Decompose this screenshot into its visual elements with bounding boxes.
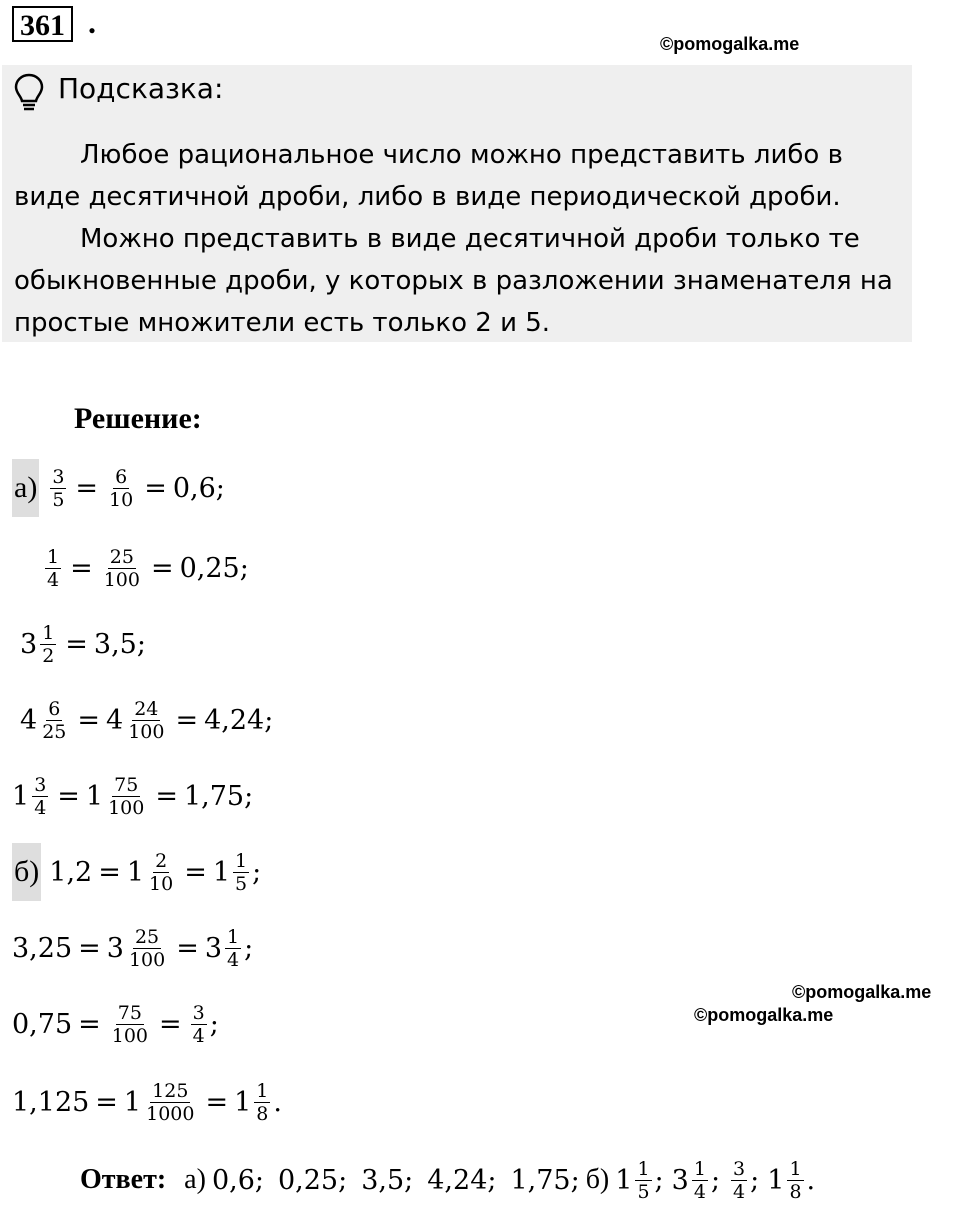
fraction: $\frac{1}{4}$ xyxy=(227,925,240,971)
hint-paragraph-2: Можно представить в виде десятичной дроби только те обыкновенные дроби, у которых в разложении знаменателя на простые множители есть только 2 и 5. xyxy=(14,224,893,338)
fraction: $\frac{24}{100}$ xyxy=(128,697,165,743)
hint-title: Подсказка: xyxy=(58,72,224,105)
fraction: $\frac{25}{100}$ xyxy=(128,925,166,971)
fraction: $\frac{6}{25}$ xyxy=(42,697,67,743)
hint-text xyxy=(14,134,904,344)
fraction: $\frac{2}{10}$ xyxy=(149,849,174,895)
fraction: $\frac{75}{100}$ xyxy=(111,1001,149,1047)
solution-title: Решение: xyxy=(74,402,202,435)
fraction: $\frac{6}{10}$ xyxy=(109,465,134,511)
task-number: 361 xyxy=(12,6,73,42)
lightbulb-icon xyxy=(12,72,46,112)
fraction: $\frac{75}{100}$ xyxy=(108,773,145,819)
answer-label: Ответ: xyxy=(80,1164,167,1195)
fraction: $\frac{3}{4}$ xyxy=(733,1157,746,1203)
solution-line-a3: 3 $\frac{1}{2}$ = 3,5; xyxy=(20,621,146,667)
solution-line-b1: б) 1,2 = 1 $\frac{2}{10}$ = 1 $\frac{1}{5}$ ; xyxy=(12,842,261,902)
hint-paragraph-1: Любое рациональное число можно представить либо в виде десятичной дроби, либо в виде периодической дроби. xyxy=(14,140,843,212)
fraction: $\frac{1}{5}$ xyxy=(637,1157,650,1203)
fraction: $\frac{1}{5}$ xyxy=(235,849,248,895)
result: 0,25; xyxy=(179,552,249,584)
solution-line-b3: 0,75 = $\frac{75}{100}$ = $\frac{3}{4}$ ; xyxy=(12,1001,219,1047)
fraction: $\frac{1}{4}$ xyxy=(693,1157,706,1203)
result: 1,75; xyxy=(183,780,254,812)
result: 3,5; xyxy=(93,628,146,660)
result: 4,24; xyxy=(204,704,274,736)
task-number-dot: . xyxy=(88,4,96,40)
watermark: ©pomogalka.me xyxy=(660,34,800,54)
fraction: $\frac{1}{8}$ xyxy=(256,1079,269,1125)
fraction: $\frac{25}{100}$ xyxy=(103,545,140,591)
fraction: $\frac{3}{4}$ xyxy=(34,773,47,819)
label-a: а) xyxy=(12,459,39,517)
solution-line-a2: $\frac{1}{4}$ = $\frac{25}{100}$ = 0,25; xyxy=(47,545,249,591)
fraction: $\frac{1}{4}$ xyxy=(47,545,60,591)
fraction: $\frac{3}{4}$ xyxy=(192,1001,205,1047)
fraction: $\frac{1}{2}$ xyxy=(42,621,55,667)
fraction: $\frac{3}{5}$ xyxy=(52,465,65,511)
solution-line-b4: 1,125 = 1 $\frac{125}{1000}$ = 1 $\frac{1}{8}$ . xyxy=(12,1079,282,1125)
result: 0,6; xyxy=(172,472,225,504)
answer-line: Ответ: а) 0,6; 0,25; 3,5; 4,24; 1,75; б) 1 $\frac{1}{5}$ ; 3 $\frac{1}{4}$ ; $\frac{3}{4}$ ; 1 $\frac{1}{8}$ . xyxy=(80,1157,816,1203)
solution-line-a5: 1 $\frac{3}{4}$ = 1 $\frac{75}{100}$ = 1,75; xyxy=(12,773,254,819)
watermark: ©pomogalka.me xyxy=(694,1005,834,1025)
fraction: $\frac{1}{8}$ xyxy=(789,1157,802,1203)
label-b: б) xyxy=(12,843,41,901)
fraction: $\frac{125}{1000}$ xyxy=(146,1079,195,1125)
solution-line-b2: 3,25 = 3 $\frac{25}{100}$ = 3 $\frac{1}{4}$ ; xyxy=(12,925,254,971)
watermark: ©pomogalka.me xyxy=(792,982,932,1002)
solution-line-a1: а) $\frac{3}{5}$ = $\frac{6}{10}$ = 0,6; xyxy=(12,458,225,518)
solution-line-a4: 4 $\frac{6}{25}$ = 4 $\frac{24}{100}$ = 4,24; xyxy=(20,697,274,743)
